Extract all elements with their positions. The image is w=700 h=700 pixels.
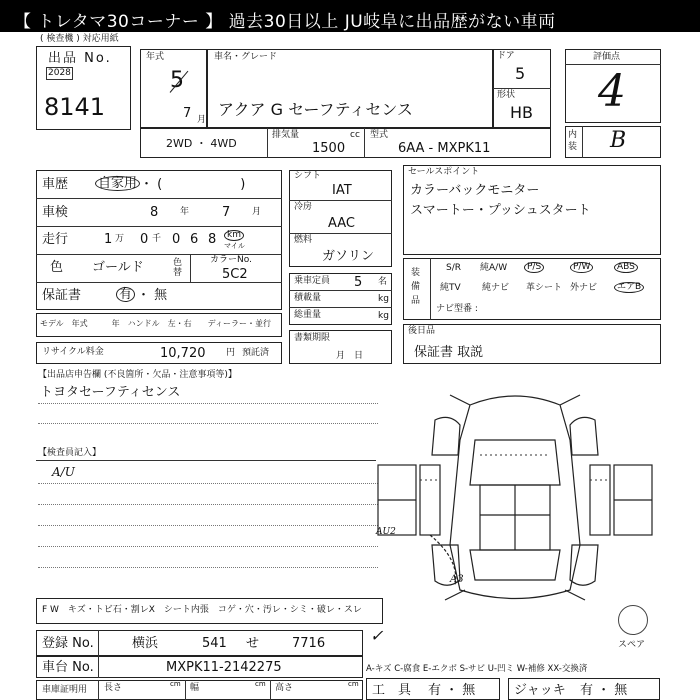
equip-sr: S/R bbox=[446, 263, 461, 273]
afterday-label: 後日品 bbox=[408, 326, 436, 336]
score-label: 評価点 bbox=[593, 52, 621, 62]
recycle-label: リサイクル料金 bbox=[42, 347, 104, 357]
gross-label: 総重量 bbox=[294, 310, 322, 320]
warranty-yes: 有 bbox=[116, 287, 135, 302]
equipment-label: 装備品 bbox=[411, 268, 421, 306]
color-code-label: カラーNo. bbox=[210, 255, 252, 265]
docs-unit: 月 日 bbox=[336, 351, 364, 361]
equip-navi-model: ナビ型番 : bbox=[436, 304, 478, 314]
mileage-label: 走行 bbox=[42, 232, 69, 247]
inspector-note: A/U bbox=[52, 465, 75, 479]
equip-seat: 革シート bbox=[526, 283, 563, 293]
cert-width: 幅 bbox=[190, 683, 200, 693]
load-label: 積載量 bbox=[294, 293, 322, 303]
sales-label: セールスポイント bbox=[408, 167, 480, 177]
mileage-d3: 0 bbox=[172, 232, 181, 247]
history-label: 車歴 bbox=[42, 177, 69, 192]
mileage-unit: km bbox=[224, 230, 244, 241]
chassis-label: 車台 No. bbox=[42, 660, 94, 675]
shift-value: IAT bbox=[332, 183, 352, 198]
form-subtitle: ( 検查機 ) 対応用紙 bbox=[40, 34, 119, 44]
lot-label: 出品 No. bbox=[48, 51, 112, 66]
equip-tv: 純TV bbox=[440, 283, 461, 293]
inspection-label: 車検 bbox=[42, 205, 69, 220]
registration-num2: 7716 bbox=[292, 636, 326, 651]
inspection-year: 8 bbox=[150, 205, 159, 220]
ac-label: 冷房 bbox=[294, 202, 313, 212]
cert-height-unit: cm bbox=[348, 680, 359, 688]
inspection-month: 7 bbox=[222, 205, 231, 220]
jack-value: 有 ・ 無 bbox=[580, 683, 628, 698]
history-rest: ・ ( ) bbox=[140, 177, 246, 192]
legend-text: A-キズ C-腐食 E-エクボ S-サビ U-凹ミ W-補修 XX-交換済 bbox=[366, 664, 588, 674]
mileage-d2: 0 bbox=[140, 232, 149, 247]
load-unit: kg bbox=[378, 294, 389, 304]
color-change: 色替 bbox=[173, 258, 183, 278]
color-code: 5C2 bbox=[222, 267, 248, 282]
mileage-d5: 8 bbox=[208, 232, 217, 247]
fuel-label: 燃料 bbox=[294, 235, 313, 245]
spare-label: スペア bbox=[618, 640, 646, 650]
registration-kana: せ bbox=[246, 636, 260, 651]
recycle-unit: 円 bbox=[226, 348, 236, 358]
displacement-unit: cc bbox=[350, 130, 360, 140]
header-banner bbox=[0, 0, 700, 32]
year-month: 7 bbox=[183, 106, 192, 121]
equip-aw: 純A/W bbox=[480, 263, 508, 273]
capacity-unit: 名 bbox=[378, 277, 388, 287]
warranty-label: 保証書 bbox=[42, 288, 82, 303]
seller-label: 【出品店申告欄 (不良箇所・欠品・注意事項等)】 bbox=[38, 370, 237, 380]
warranty-no: ・ 無 bbox=[137, 288, 168, 303]
equip-navi: 純ナビ bbox=[482, 283, 510, 293]
mileage-sen: 千 bbox=[152, 234, 162, 244]
sales-line1: カラーバックモニター bbox=[410, 183, 540, 198]
history-value: 自家用 bbox=[95, 176, 140, 191]
lot-stamp: 2028 bbox=[48, 68, 71, 78]
equip-pw: P/W bbox=[570, 262, 593, 273]
tools-value: 有 ・ 無 bbox=[428, 683, 476, 698]
color-value: ゴールド bbox=[92, 260, 144, 275]
registration-city: 横浜 bbox=[132, 636, 159, 651]
model-label: 型式 bbox=[370, 130, 389, 140]
spare-tire-icon bbox=[618, 605, 648, 635]
mileage-d4: 6 bbox=[190, 232, 199, 247]
equip-ps: P/S bbox=[524, 262, 544, 273]
options-text: モデル 年式 年 ハンドル 左・右 ディーラー・並行 bbox=[40, 319, 271, 328]
registration-label: 登録 No. bbox=[42, 636, 94, 651]
mileage-alt-unit: マイル bbox=[224, 242, 245, 250]
year-value: 5 bbox=[170, 68, 184, 93]
chassis-value: MXPK11-2142275 bbox=[166, 660, 282, 675]
registration-num1: 541 bbox=[202, 636, 227, 651]
displacement-label: 排気量 bbox=[272, 130, 300, 140]
fuel-value: ガソリン bbox=[322, 249, 375, 264]
equip-extnavi: 外ナビ bbox=[570, 283, 598, 293]
inspection-year-unit: 年 bbox=[180, 207, 190, 217]
seller-value: トヨタセーフティセンス bbox=[40, 385, 181, 400]
equip-abs: ABS bbox=[614, 262, 638, 273]
tools-label: 工 具 bbox=[372, 683, 412, 698]
cert-length-unit: cm bbox=[170, 680, 181, 688]
defects-text: F W キズ・トビ石・割レX シート内張 コゲ・穴・汚レ・シミ・破レ・スレ bbox=[42, 605, 362, 615]
interior-value: B bbox=[610, 128, 627, 153]
sales-line2: スマートー・プッシュスタート bbox=[410, 203, 591, 218]
model-value: 6AA - MXPK11 bbox=[398, 141, 491, 156]
displacement-value: 1500 bbox=[312, 141, 346, 156]
check-mark: ✓ bbox=[370, 626, 384, 645]
gross-unit: kg bbox=[378, 311, 389, 321]
door-value: 5 bbox=[515, 64, 526, 83]
year-month-unit: 月 bbox=[197, 115, 207, 125]
banner-text: 【 トレタマ30コーナー 】 過去30日以上 JU岐阜に出品歴がない車両 bbox=[14, 12, 556, 32]
cert-width-unit: cm bbox=[255, 680, 266, 688]
shift-label: シフト bbox=[294, 171, 322, 181]
shape-value: HB bbox=[510, 103, 534, 122]
interior-label: 内装 bbox=[568, 130, 578, 152]
door-label: ドア bbox=[497, 51, 515, 61]
mileage-d1: 1 bbox=[104, 232, 113, 247]
afterday-value: 保証書 取説 bbox=[414, 345, 484, 360]
drive-value: 2WD ・ 4WD bbox=[166, 137, 237, 150]
recycle-value: 10,720 bbox=[160, 346, 206, 361]
color-label: 色 bbox=[50, 260, 64, 275]
cert-label: 車庫証明用 bbox=[42, 685, 88, 695]
diagram-mark-bottom: A3 bbox=[450, 574, 464, 585]
shape-label: 形状 bbox=[497, 90, 516, 100]
lot-number: 8141 bbox=[44, 93, 106, 121]
recycle-note: 預託済 bbox=[242, 348, 270, 358]
capacity-label: 乗車定員 bbox=[294, 276, 331, 286]
capacity-value: 5 bbox=[354, 275, 363, 290]
car-diagram bbox=[370, 385, 670, 620]
inspector-label: 【検査員記入】 bbox=[38, 448, 102, 458]
equip-airbag: エアB bbox=[614, 282, 644, 293]
diagram-mark-left: AU2 bbox=[376, 527, 396, 537]
inspection-month-unit: 月 bbox=[252, 207, 262, 217]
name-value: アクア G セーフティセンス bbox=[218, 100, 413, 119]
docs-label: 書類期限 bbox=[294, 333, 331, 343]
cert-height: 高さ bbox=[275, 683, 294, 693]
score-value: 4 bbox=[598, 66, 626, 117]
cert-length: 長さ bbox=[104, 683, 123, 693]
mileage-man: 万 bbox=[115, 234, 125, 244]
name-label: 車名・グレード bbox=[214, 52, 278, 62]
ac-value: AAC bbox=[328, 216, 355, 231]
year-label: 年式 bbox=[146, 52, 165, 62]
jack-label: ジャッキ bbox=[514, 683, 566, 698]
